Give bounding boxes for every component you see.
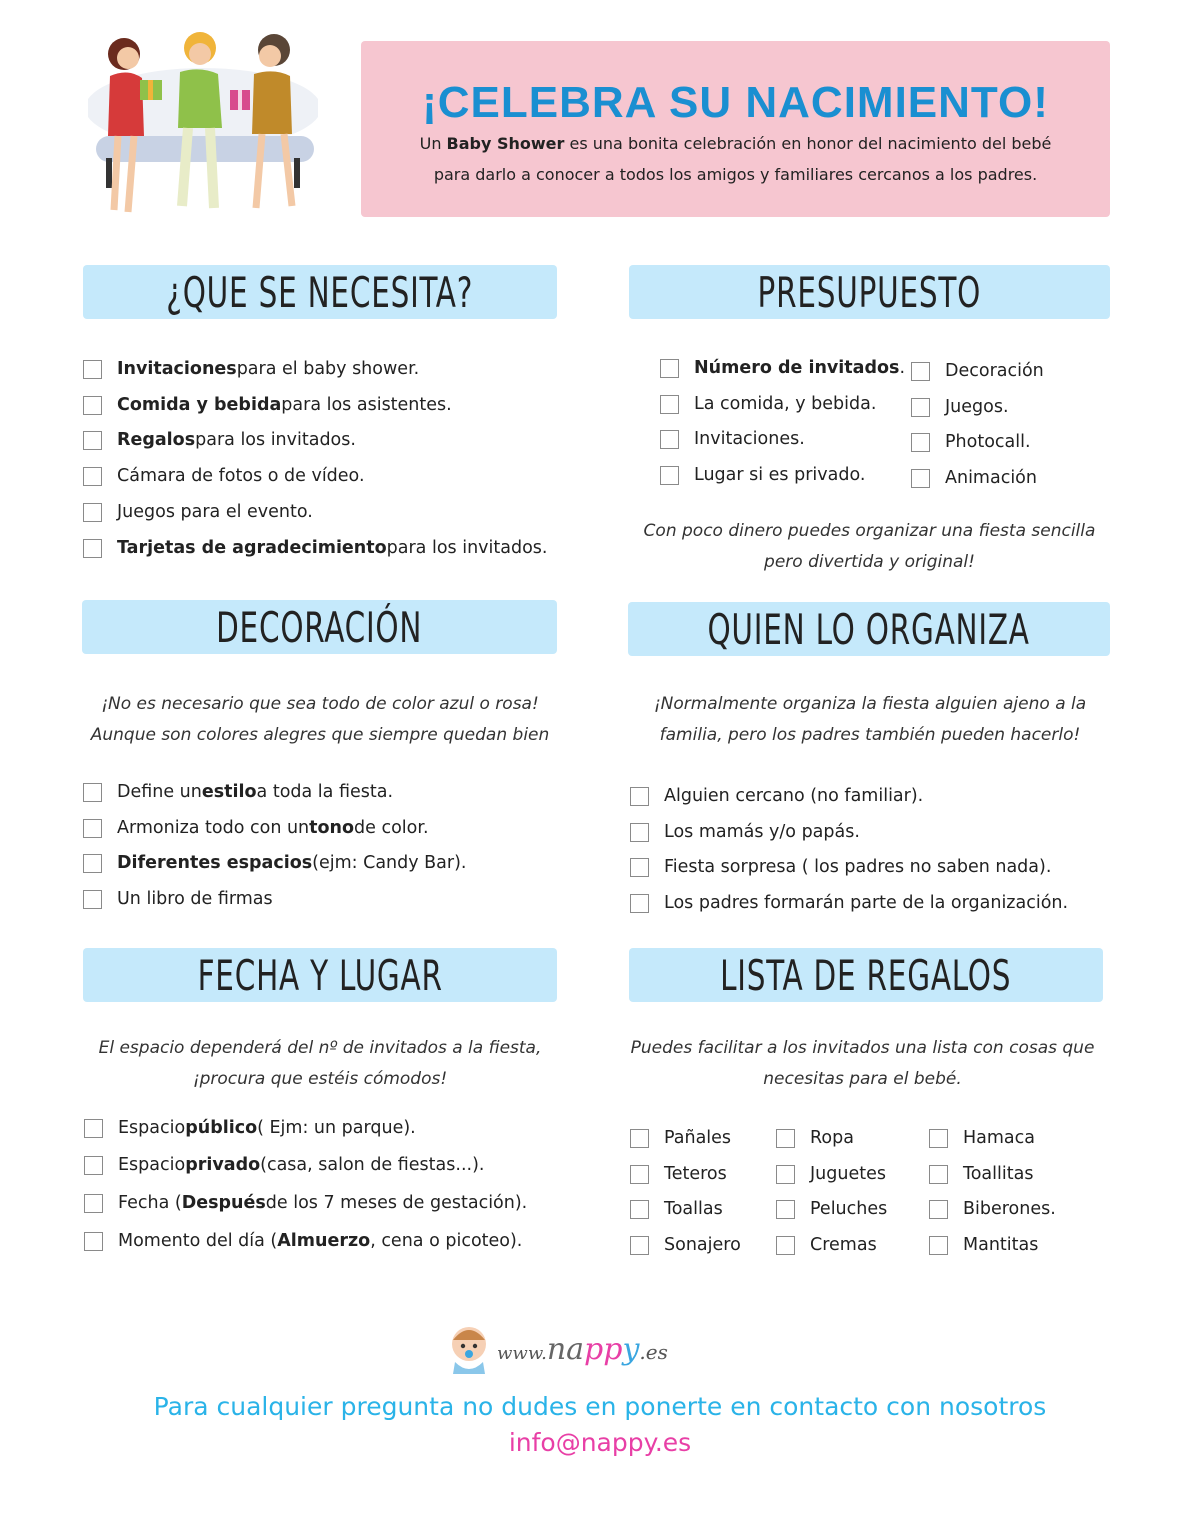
item-label-bold: Comida y bebida: [117, 395, 282, 415]
checkbox[interactable]: [84, 1156, 103, 1175]
item-label-bold: Número de invitados: [694, 358, 900, 378]
item-label: para los invitados.: [195, 430, 356, 450]
item-label: Define un: [117, 782, 202, 802]
section-title: QUIEN LO ORGANIZA: [707, 604, 1031, 654]
note-line-1: Puedes facilitar a los invitados una lista con cosas que: [630, 1038, 1095, 1058]
checkbox[interactable]: [776, 1165, 795, 1184]
hero-line1-bold: Baby Shower: [446, 134, 565, 153]
hero-line-1: [361, 134, 1110, 153]
item-label: Sonajero: [664, 1235, 741, 1255]
item-label-bold: privado: [185, 1155, 261, 1175]
item-label: Los padres formarán parte de la organización.: [664, 893, 1069, 913]
checkbox[interactable]: [660, 430, 679, 449]
item-label: Juegos.: [945, 397, 1009, 417]
item-label-bold: Invitaciones: [117, 359, 237, 379]
item-label: Teteros: [664, 1164, 727, 1184]
checkbox[interactable]: [929, 1236, 948, 1255]
checkbox[interactable]: [630, 823, 649, 842]
checkbox[interactable]: [83, 503, 102, 522]
item-label: de color.: [354, 818, 429, 838]
item-label: Mantitas: [963, 1235, 1039, 1255]
checkbox[interactable]: [84, 1194, 103, 1213]
checkbox[interactable]: [83, 819, 102, 838]
note-line-1: ¡Normalmente organiza la fiesta alguien ajeno a la: [653, 694, 1087, 714]
checklist-item[interactable]: [83, 849, 466, 877]
checklist-item[interactable]: [84, 1227, 522, 1255]
checkbox[interactable]: [660, 359, 679, 378]
note-line-1: ¡No es necesario que sea todo de color azul o rosa!: [101, 694, 539, 714]
checkbox[interactable]: [83, 396, 102, 415]
checkbox[interactable]: [776, 1129, 795, 1148]
item-label: Los mamás y/o papás.: [664, 822, 860, 842]
hero-line-2: para darlo a conocer a todos los amigos y familiares cercanos a los padres.: [433, 165, 1038, 184]
checklist-item[interactable]: [776, 1160, 886, 1188]
item-label: Momento del día (: [118, 1231, 278, 1251]
checklist-item[interactable]: [83, 885, 273, 913]
item-label: Decoración: [945, 361, 1044, 381]
item-label: (ejm: Candy Bar).: [312, 853, 467, 873]
checkbox[interactable]: [630, 1236, 649, 1255]
checklist-item[interactable]: [630, 1231, 741, 1259]
section-title: LISTA DE REGALOS: [720, 950, 1012, 1000]
item-label-bold: estilo: [201, 782, 257, 802]
checkbox[interactable]: [630, 1200, 649, 1219]
checklist-item[interactable]: [660, 354, 905, 382]
item-label: Toallas: [664, 1199, 723, 1219]
item-label: Juegos para el evento.: [117, 502, 313, 522]
checklist-item[interactable]: [929, 1124, 1035, 1152]
checkbox[interactable]: [929, 1200, 948, 1219]
decoracion-note: [60, 689, 580, 751]
checklist-item[interactable]: [84, 1114, 416, 1142]
item-label-bold: público: [185, 1118, 258, 1138]
baby-icon: [445, 1324, 493, 1376]
checklist-item[interactable]: [660, 425, 805, 453]
checkbox[interactable]: [660, 395, 679, 414]
logo-www: www.: [497, 1343, 547, 1364]
checklist-item[interactable]: [630, 818, 860, 846]
checkbox[interactable]: [776, 1200, 795, 1219]
checklist-item[interactable]: [776, 1195, 887, 1223]
checklist-item[interactable]: [911, 357, 1044, 385]
checklist-item[interactable]: [911, 464, 1037, 492]
item-label-bold: Después: [181, 1193, 266, 1213]
item-label: ( Ejm: un parque).: [257, 1118, 416, 1138]
checkbox[interactable]: [84, 1119, 103, 1138]
contact-email[interactable]: info@nappy.es: [508, 1428, 692, 1457]
item-label: Fiesta sorpresa ( los padres no saben nada).: [664, 857, 1052, 877]
item-label: Cremas: [810, 1235, 877, 1255]
baby-shower-illustration: [88, 28, 318, 220]
nappy-logo: [445, 1320, 725, 1382]
section-title: FECHA Y LUGAR: [197, 950, 443, 1000]
presupuesto-note: [629, 516, 1110, 578]
checkbox[interactable]: [630, 1165, 649, 1184]
checklist-item[interactable]: [660, 461, 865, 489]
hero-line1-post: es una bonita celebración en honor del nacimiento del bebé: [564, 134, 1052, 153]
checkbox[interactable]: [84, 1232, 103, 1251]
logo-na: na: [546, 1332, 585, 1367]
contact-question: Para cualquier pregunta no dudes en ponerte en contacto con nosotros: [153, 1392, 1047, 1421]
item-label: a toda la fiesta.: [256, 782, 394, 802]
item-label: , cena o picoteo).: [370, 1231, 523, 1251]
checkbox[interactable]: [929, 1129, 948, 1148]
checkbox[interactable]: [83, 783, 102, 802]
regalos-note: [605, 1033, 1120, 1095]
checkbox[interactable]: [630, 858, 649, 877]
item-label: Espacio: [118, 1155, 186, 1175]
logo-y: y: [622, 1332, 640, 1367]
checklist-item[interactable]: [630, 889, 1068, 917]
checkbox[interactable]: [83, 890, 102, 909]
logo-es: .es: [639, 1340, 668, 1364]
checklist-item[interactable]: [929, 1231, 1038, 1259]
checkbox[interactable]: [911, 362, 930, 381]
section-header-presupuesto: [629, 265, 1110, 319]
fecha-note: [60, 1033, 580, 1095]
checklist-item[interactable]: [630, 1160, 727, 1188]
section-title: PRESUPUESTO: [757, 267, 982, 317]
item-label: Fecha (: [118, 1193, 182, 1213]
checkbox[interactable]: [911, 398, 930, 417]
item-label: Animación: [945, 468, 1037, 488]
note-line-2: ¡procura que estéis cómodos!: [192, 1069, 448, 1089]
item-label: Biberones.: [963, 1199, 1056, 1219]
item-label: para el baby shower.: [236, 359, 420, 379]
note-line-1: Con poco dinero puedes organizar una fiesta sencilla: [643, 521, 1096, 541]
organiza-note: [610, 689, 1130, 751]
item-label: Invitaciones.: [694, 429, 805, 449]
logo-text: [497, 1332, 668, 1367]
item-label: para los asistentes.: [281, 395, 452, 415]
section-header-que-se-necesita: [83, 265, 557, 319]
item-label-bold: Almuerzo: [277, 1231, 371, 1251]
checklist-item[interactable]: [83, 391, 452, 419]
checklist-item[interactable]: [630, 1195, 723, 1223]
checklist-item[interactable]: [776, 1124, 854, 1152]
item-label: Alguien cercano (no familiar).: [664, 786, 924, 806]
hero-line1-pre: Un: [419, 134, 447, 153]
checklist-item[interactable]: [929, 1195, 1056, 1223]
item-label-bold: Diferentes espacios: [117, 853, 313, 873]
checkbox[interactable]: [911, 433, 930, 452]
item-label: Hamaca: [963, 1128, 1035, 1148]
checklist-item[interactable]: [630, 1124, 731, 1152]
checkbox[interactable]: [911, 469, 930, 488]
checkbox[interactable]: [83, 467, 102, 486]
checklist-item[interactable]: [911, 393, 1009, 421]
note-line-2: necesitas para el bebé.: [763, 1069, 962, 1089]
section-title: DECORACIÓN: [216, 602, 423, 652]
hero-title: ¡CELEBRA SU NACIMIENTO!: [422, 78, 1049, 127]
note-line-2: pero divertida y original!: [764, 552, 975, 572]
note-line-2: familia, pero los padres también pueden hacerlo!: [659, 725, 1081, 745]
checkbox[interactable]: [83, 854, 102, 873]
checklist-item[interactable]: [660, 390, 876, 418]
checklist-item[interactable]: [929, 1160, 1033, 1188]
item-label: Toallitas: [963, 1164, 1034, 1184]
checklist-item[interactable]: [630, 853, 1051, 881]
section-title: ¿QUE SE NECESITA?: [166, 267, 474, 317]
checklist-item[interactable]: [83, 778, 393, 806]
checkbox[interactable]: [83, 360, 102, 379]
item-label: (casa, salon de fiestas...).: [260, 1155, 485, 1175]
note-line-1: El espacio dependerá del nº de invitados a la fiesta,: [98, 1038, 542, 1058]
checklist-item[interactable]: [84, 1151, 484, 1179]
checklist-item[interactable]: [83, 498, 313, 526]
item-label: Ropa: [810, 1128, 854, 1148]
note-line-2: Aunque son colores alegres que siempre quedan bien: [90, 725, 550, 745]
item-label: Peluches: [810, 1199, 888, 1219]
hero-banner: [361, 41, 1110, 217]
checklist-item[interactable]: [83, 426, 356, 454]
checkbox[interactable]: [630, 894, 649, 913]
checkbox[interactable]: [929, 1165, 948, 1184]
section-header-lista-de-regalos: [629, 948, 1103, 1002]
checkbox[interactable]: [630, 787, 649, 806]
logo-pp: pp: [584, 1332, 623, 1367]
checklist-item[interactable]: [776, 1231, 877, 1259]
item-label: Lugar si es privado.: [694, 465, 866, 485]
checklist-item[interactable]: [911, 428, 1031, 456]
item-label: Pañales: [664, 1128, 732, 1148]
item-label: Cámara de fotos o de vídeo.: [117, 466, 365, 486]
item-label: Photocall.: [945, 432, 1031, 452]
item-label: Armoniza todo con un: [117, 818, 310, 838]
item-label-bold: tono: [309, 818, 355, 838]
checkbox[interactable]: [83, 431, 102, 450]
item-label: Un libro de firmas: [117, 889, 273, 909]
section-header-fecha-y-lugar: [83, 948, 557, 1002]
checklist-item[interactable]: [83, 814, 429, 842]
item-label: Espacio: [118, 1118, 186, 1138]
section-header-quien-lo-organiza: [628, 602, 1110, 656]
item-label: para los invitados.: [386, 538, 548, 558]
checkbox[interactable]: [630, 1129, 649, 1148]
item-label: de los 7 meses de gestación).: [265, 1193, 528, 1213]
checklist-item[interactable]: [83, 355, 419, 383]
item-label: .: [899, 358, 906, 378]
checkbox[interactable]: [776, 1236, 795, 1255]
checkbox[interactable]: [660, 466, 679, 485]
checkbox[interactable]: [83, 539, 102, 558]
item-label: Juguetes: [810, 1164, 886, 1184]
checklist-item[interactable]: [83, 534, 547, 562]
item-label: La comida, y bebida.: [694, 394, 877, 414]
item-label-bold: Regalos: [117, 430, 196, 450]
checklist-item[interactable]: [84, 1189, 527, 1217]
checklist-item[interactable]: [630, 782, 923, 810]
checklist-item[interactable]: [83, 462, 365, 490]
item-label-bold: Tarjetas de agradecimiento: [117, 538, 387, 558]
section-header-decoracion: [82, 600, 557, 654]
